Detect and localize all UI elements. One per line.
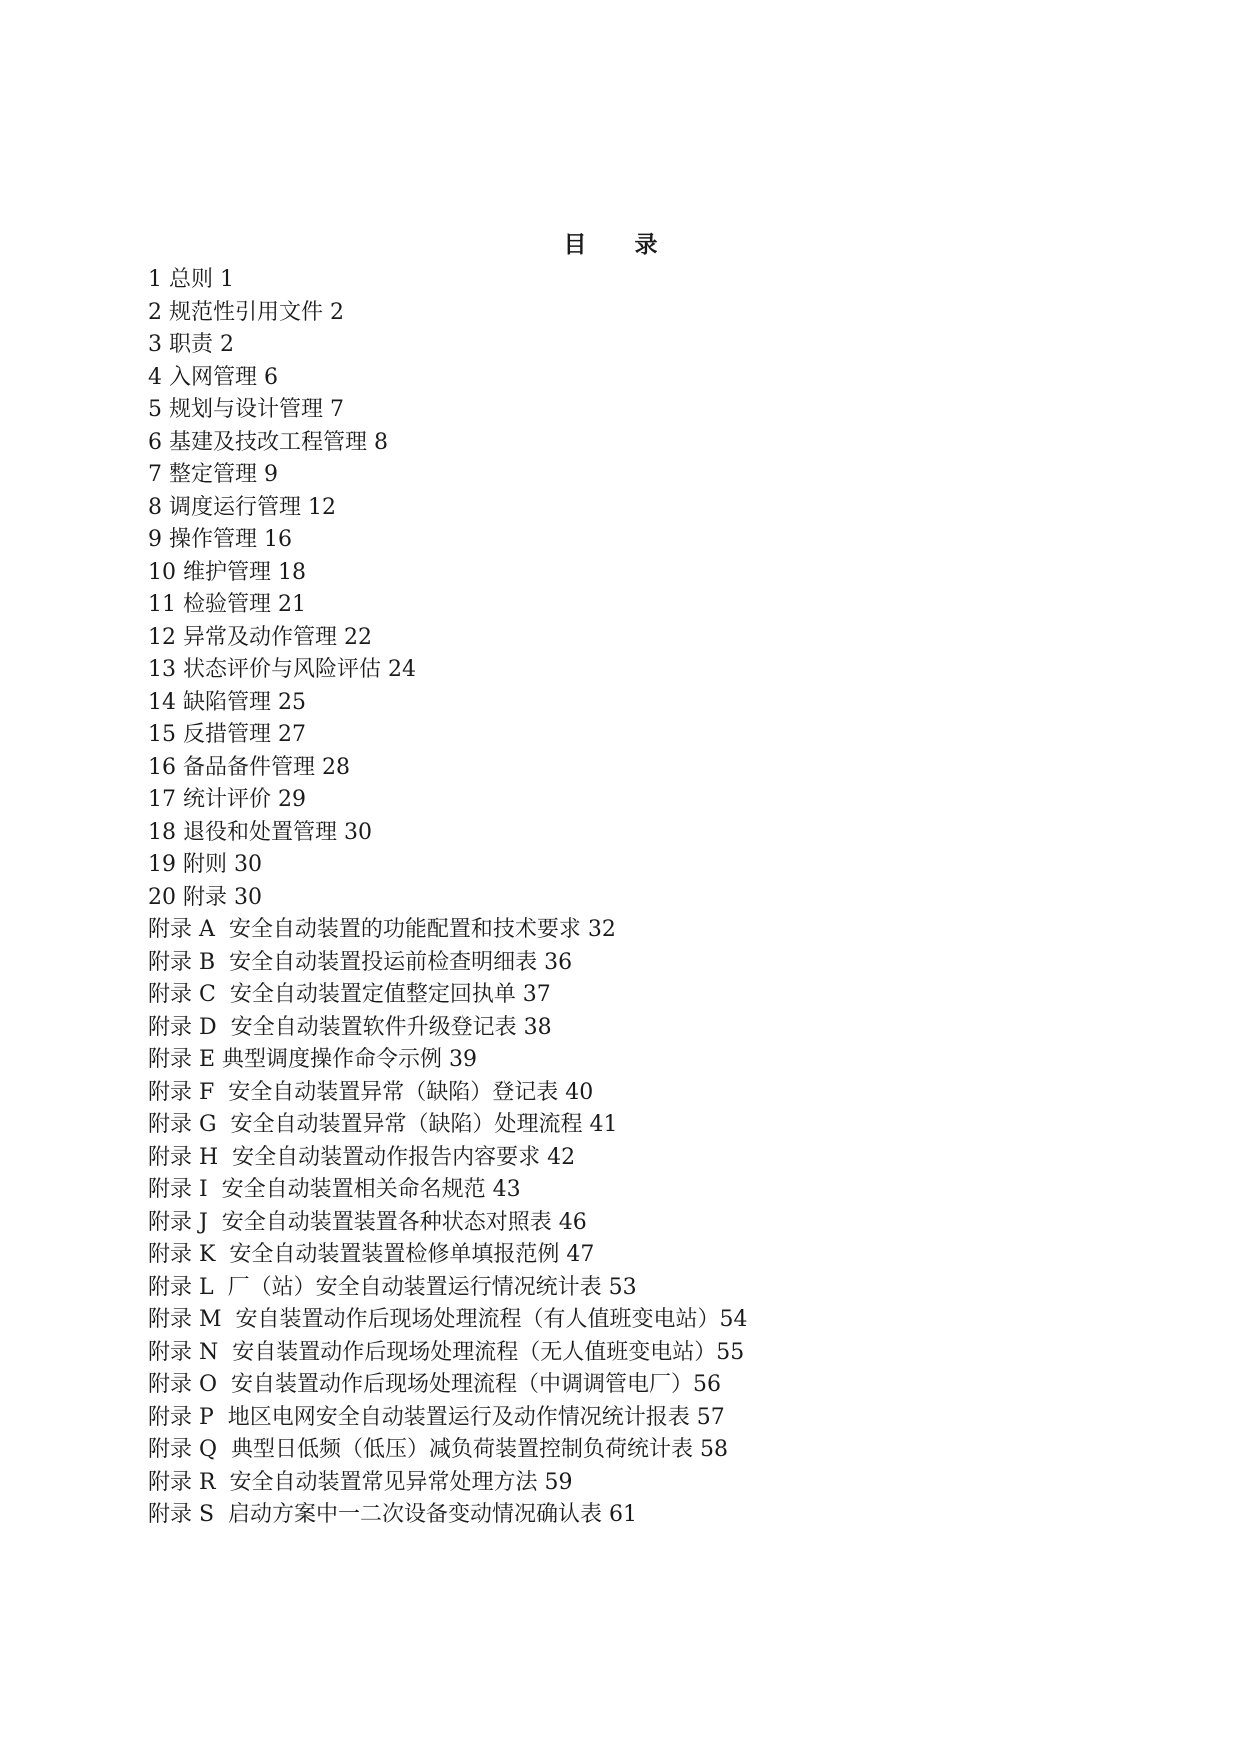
toc-entry: 1 总则 1: [148, 267, 234, 292]
toc-entry: 附录 P 地区电网安全自动装置运行及动作情况统计报表 57: [148, 1404, 725, 1430]
toc-entry: 17 统计评价 29: [148, 787, 306, 812]
toc-entry: 附录 H 安全自动装置动作报告内容要求 42: [148, 1144, 576, 1170]
toc-entry: 附录 C 安全自动装置定值整定回执单 37: [148, 982, 551, 1007]
toc-entry: 附录 M 安自装置动作后现场处理流程（有人值班变电站）54: [148, 1307, 748, 1332]
toc-entry: 附录 R 安全自动装置常见异常处理方法 59: [148, 1469, 573, 1495]
toc-entry: 7 整定管理 9: [148, 462, 278, 487]
toc-entry: 附录 O 安自装置动作后现场处理流程（中调调管电厂）56: [148, 1372, 722, 1397]
toc-entry: 附录 E 典型调度操作命令示例 39: [148, 1047, 478, 1072]
toc-entry: 19 附则 30: [148, 852, 262, 877]
toc-entry: 12 异常及动作管理 22: [148, 624, 372, 650]
toc-entry: 附录 B 安全自动装置投运前检查明细表 36: [148, 949, 573, 975]
toc-entry: 附录 J 安全自动装置装置各种状态对照表 46: [148, 1209, 587, 1235]
toc-entry: 5 规划与设计管理 7: [148, 397, 344, 422]
toc-entry: 附录 N 安自装置动作后现场处理流程（无人值班变电站）55: [148, 1339, 745, 1365]
toc-entry: 附录 Q 典型日低频（低压）减负荷装置控制负荷统计表 58: [148, 1437, 729, 1462]
toc-entry: 附录 A 安全自动装置的功能配置和技术要求 32: [148, 917, 616, 942]
toc-entry: 3 职责 2: [148, 332, 234, 357]
toc-entry: 11 检验管理 21: [148, 592, 306, 617]
toc-entry: 15 反措管理 27: [148, 722, 306, 747]
toc-entry: 10 维护管理 18: [148, 559, 306, 585]
toc-entry: 18 退役和处置管理 30: [148, 819, 372, 845]
toc-entry: 16 备品备件管理 28: [148, 754, 350, 780]
page-title: 目 录: [563, 231, 678, 258]
toc-entry: 2 规范性引用文件 2: [148, 299, 344, 325]
toc-entry: 附录 D 安全自动装置软件升级登记表 38: [148, 1014, 552, 1040]
toc-entry: 附录 S 启动方案中一二次设备变动情况确认表 61: [148, 1502, 638, 1527]
toc-entry: 4 入网管理 6: [148, 364, 278, 390]
table-of-contents: [148, 264, 748, 1532]
toc-entry: 14 缺陷管理 25: [148, 689, 306, 715]
toc-entry: 9 操作管理 16: [148, 527, 292, 552]
toc-entry: 8 调度运行管理 12: [148, 494, 336, 520]
toc-entry: 附录 G 安全自动装置异常（缺陷）处理流程 41: [148, 1112, 618, 1137]
toc-entry: 20 附录 30: [148, 884, 262, 910]
toc-entry: 附录 F 安全自动装置异常（缺陷）登记表 40: [148, 1079, 594, 1105]
toc-entry: 附录 I 安全自动装置相关命名规范 43: [148, 1177, 521, 1202]
toc-entry: 附录 L 厂（站）安全自动装置运行情况统计表 53: [148, 1274, 637, 1300]
toc-entry: 13 状态评价与风险评估 24: [148, 657, 416, 682]
toc-entry: 6 基建及技改工程管理 8: [148, 429, 388, 455]
toc-entry: 附录 K 安全自动装置装置检修单填报范例 47: [148, 1242, 595, 1267]
